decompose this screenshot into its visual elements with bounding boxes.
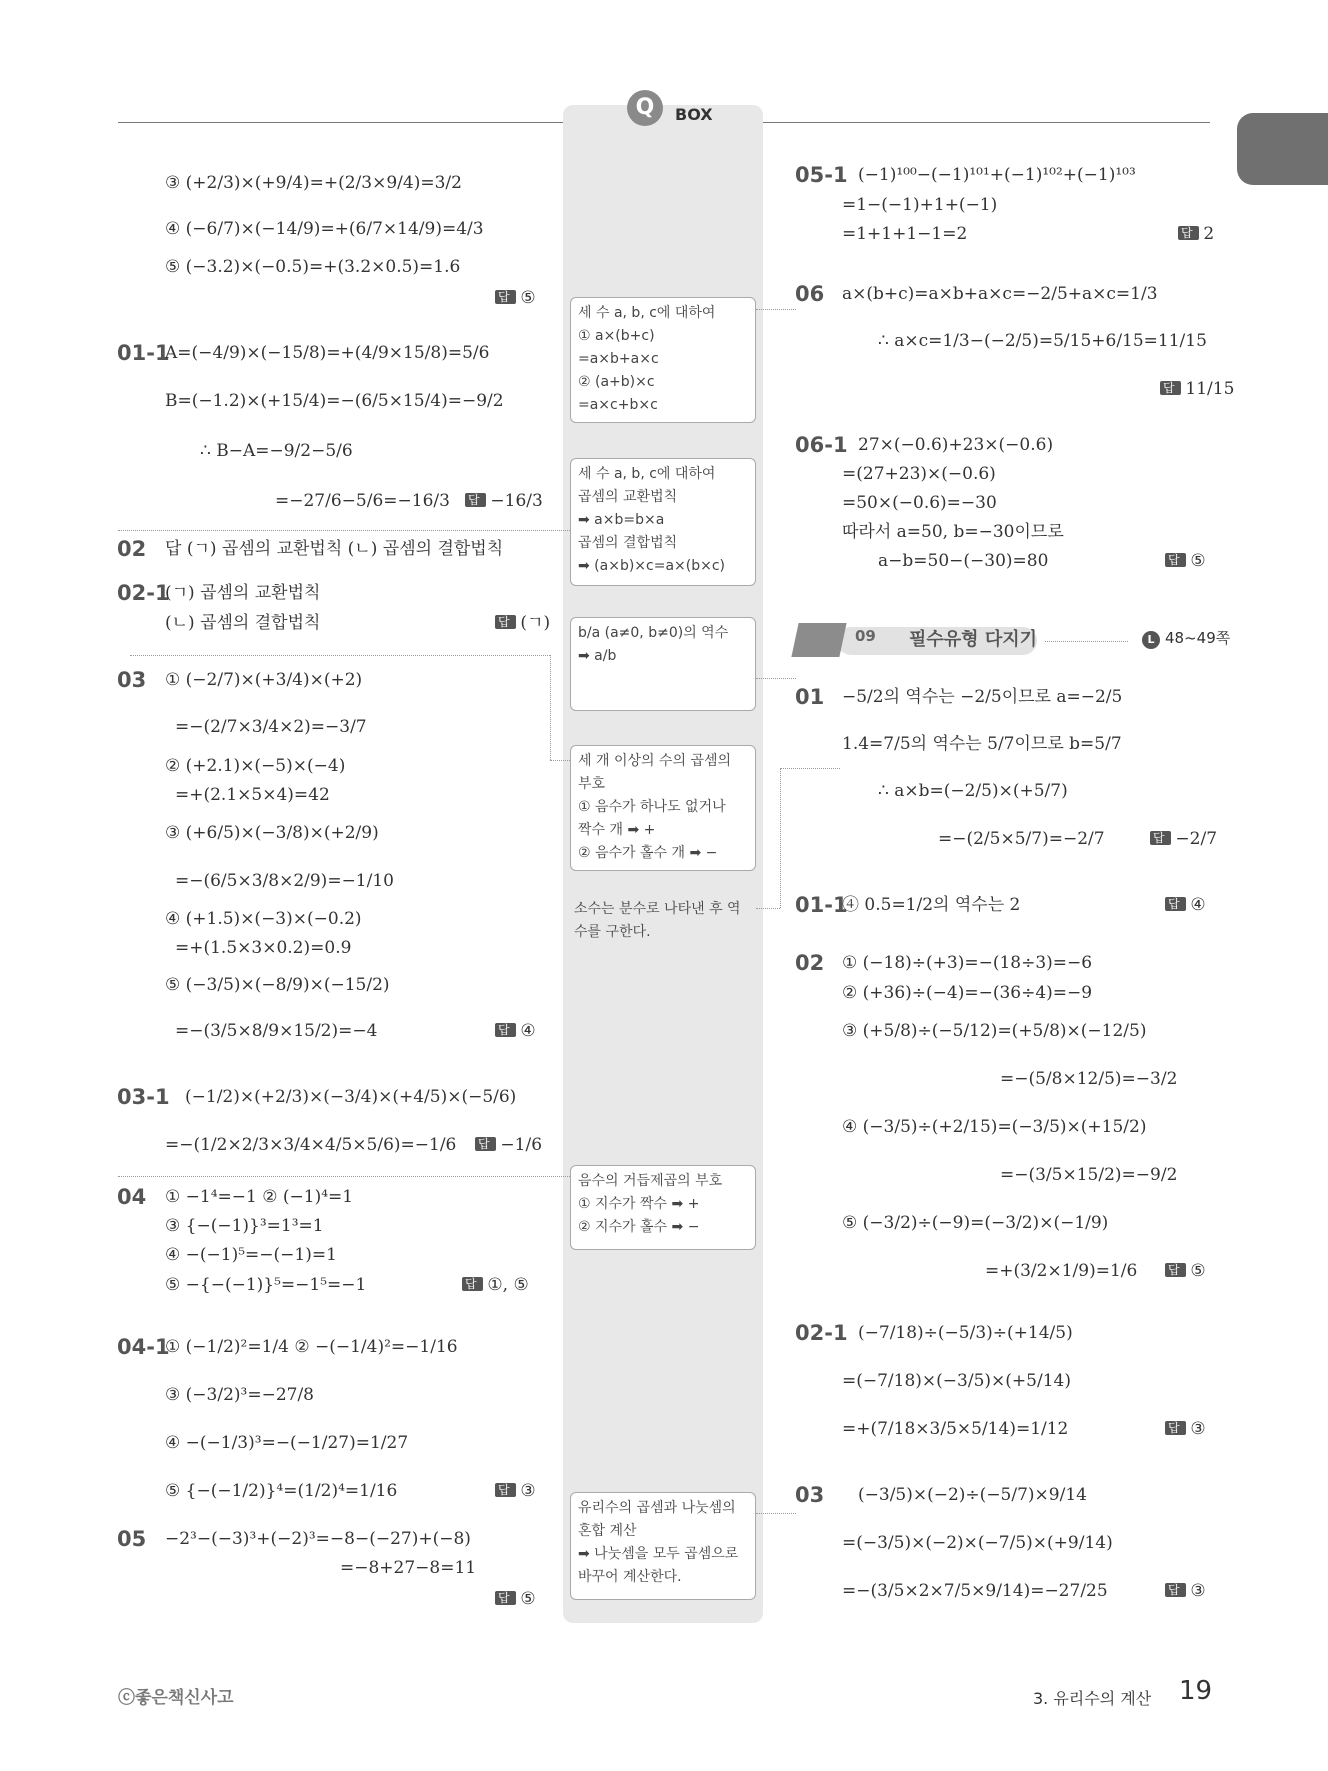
connector (118, 530, 570, 531)
problem-number: 05-1 (795, 163, 848, 187)
connector (1045, 641, 1128, 642)
solution-line: ⑤ (−3/2)÷(−9)=(−3/2)×(−1/9) (842, 1213, 1109, 1233)
solution-line: −5/2의 역수는 −2/5이므로 a=−2/5 (842, 687, 1123, 707)
solution-line: ④ −(−1)⁵=−(−1)=1 (165, 1245, 337, 1265)
problem-number: 01 (795, 685, 825, 709)
solution-line: ③ (−3/2)³=−27/8 (165, 1385, 314, 1405)
connector (118, 1176, 570, 1177)
solution-line: ① (−18)÷(+3)=−(18÷3)=−6 (842, 953, 1093, 973)
solution-line: =−27/6−5/6=−16/3 (275, 491, 450, 511)
tip-decimal-reciprocal: 소수는 분수로 나타낸 후 역 수를 구한다. (574, 901, 741, 940)
solution-line: =−(3/5×15/2)=−9/2 (1000, 1165, 1178, 1185)
tip-power-sign: 음수의 거듭제곱의 부호 ① 지수가 짝수 ➡ + ② 지수가 홀수 ➡ − (570, 1165, 756, 1250)
answer: 답 ③ (495, 1476, 536, 1507)
problem-number: 02-1 (795, 1321, 848, 1345)
connector (550, 655, 551, 760)
cube-icon (791, 623, 846, 657)
solution-line: =−(3/5×2×7/5×9/14)=−27/25 (842, 1581, 1108, 1601)
solution-line: ③ (+5/8)÷(−5/12)=(+5/8)×(−12/5) (842, 1021, 1147, 1041)
answer: 답 (ㄱ) (495, 608, 550, 639)
solution-line: ∴ a×b=(−2/5)×(+5/7) (878, 781, 1068, 801)
problem-number: 06-1 (795, 433, 848, 457)
tip-mixed-calculation: 유리수의 곱셈과 나눗셈의 혼합 계산 ➡ 나눗셈을 모두 곱셈으로 바꾸어 계산한다. (570, 1492, 756, 1600)
tip-distributive-law: 세 수 a, b, c에 대하여 ① a×(b+c) =a×b+a×c ② (a+b)×c =a×c+b×c (570, 297, 756, 423)
solution-line: =1+1+1−1=2 (842, 224, 968, 244)
solution-line: =+(3/2×1/9)=1/6 (985, 1261, 1138, 1281)
section-title: 필수유형 다지기 (909, 629, 1037, 650)
q-badge-icon: Q (627, 90, 663, 126)
solution-line: =−(2/7×3/4×2)=−3/7 (175, 717, 367, 737)
section-pages: L 48~49쪽 (1142, 627, 1230, 649)
solution-line: 답 (ㄱ) 곱셈의 교환법칙 (ㄴ) 곱셈의 결합법칙 (165, 539, 504, 559)
problem-number: 06 (795, 282, 825, 306)
solution-line: ③ {−(−1)}³=1³=1 (165, 1216, 324, 1236)
solution-line: B=(−1.2)×(+15/4)=−(6/5×15/4)=−9/2 (165, 391, 504, 411)
problem-number: 01-1 (117, 341, 170, 365)
publisher-logo: ⓒ좋은책신사고 (118, 1688, 234, 1708)
side-tab (1237, 113, 1328, 185)
solution-line: =1−(−1)+1+(−1) (842, 195, 998, 215)
problem-number: 02 (117, 537, 147, 561)
page-number: 19 (1179, 1676, 1213, 1706)
solution-line: ④ (+1.5)×(−3)×(−0.2) (165, 909, 362, 929)
connector (550, 760, 570, 761)
header-rule-right (763, 122, 1210, 123)
answer: 답 ⑤ (1165, 546, 1206, 577)
solution-line: =+(7/18×3/5×5/14)=1/12 (842, 1419, 1069, 1439)
solution-line: =−8+27−8=11 (340, 1558, 477, 1578)
problem-number: 04-1 (117, 1335, 170, 1359)
solution-line: a−b=50−(−30)=80 (878, 551, 1049, 571)
connector (780, 768, 840, 769)
problem-number: 03-1 (117, 1085, 170, 1109)
solution-line: (ㄴ) 곱셈의 결합법칙 (165, 613, 321, 633)
problem-number: 01-1 (795, 893, 848, 917)
solution-line: ∴ a×c=1/3−(−2/5)=5/15+6/15=11/15 (878, 331, 1207, 351)
solution-line: =50×(−0.6)=−30 (842, 493, 997, 513)
solution-line: (−1)¹⁰⁰−(−1)¹⁰¹+(−1)¹⁰²+(−1)¹⁰³ (858, 165, 1136, 185)
connector (756, 1513, 796, 1514)
solution-line: 27×(−0.6)+23×(−0.6) (858, 435, 1054, 455)
answer: 답 ⑤ (495, 283, 536, 314)
chapter-title: 3. 유리수의 계산 (1033, 1689, 1152, 1708)
solution-line: ① (−2/7)×(+3/4)×(+2) (165, 670, 363, 690)
tip-reciprocal: b/a (a≠0, b≠0)의 역수 ➡ a/b (570, 617, 756, 711)
solution-line: =−(3/5×8/9×15/2)=−4 (175, 1021, 378, 1041)
problem-number: 04 (117, 1185, 147, 1209)
qbox-label: BOX (675, 105, 713, 124)
answer: 답 −1/6 (475, 1130, 542, 1161)
tip-multiplication-sign: 세 개 이상의 수의 곱셈의 부호 ① 음수가 하나도 없거나 짝수 개 ➡ + ② 음수가 홀수 개 ➡ − (570, 745, 756, 871)
solution-line: ∴ B−A=−9/2−5/6 (200, 441, 353, 461)
answer: 답 2 (1178, 219, 1214, 250)
problem-number: 05 (117, 1527, 147, 1551)
solution-line: =+(2.1×5×4)=42 (175, 785, 330, 805)
solution-line: ④ (−6/7)×(−14/9)=+(6/7×14/9)=4/3 (165, 219, 484, 239)
solution-line: a×(b+c)=a×b+a×c=−2/5+a×c=1/3 (842, 284, 1158, 304)
solution-line: ④ 0.5=1/2의 역수는 2 (842, 895, 1021, 915)
solution-line: ⑤ (−3/5)×(−8/9)×(−15/2) (165, 975, 390, 995)
connector (756, 908, 780, 909)
problem-number: 02 (795, 951, 825, 975)
solution-line: ① −1⁴=−1 ② (−1)⁴=1 (165, 1187, 354, 1207)
solution-line: (−1/2)×(+2/3)×(−3/4)×(+4/5)×(−5/6) (185, 1087, 517, 1107)
solution-line: =(−3/5)×(−2)×(−7/5)×(+9/14) (842, 1533, 1113, 1553)
solution-line: ④ −(−1/3)³=−(−1/27)=1/27 (165, 1433, 409, 1453)
solution-line: =(−7/18)×(−3/5)×(+5/14) (842, 1371, 1071, 1391)
solution-line: ① (−1/2)²=1/4 ② −(−1/4)²=−1/16 (165, 1337, 458, 1357)
solution-line: ④ (−3/5)÷(+2/15)=(−3/5)×(+15/2) (842, 1117, 1147, 1137)
answer: 답 ④ (495, 1016, 536, 1047)
answer: 답 ⑤ (1165, 1256, 1206, 1287)
solution-line: ⑤ −{−(−1)}⁵=−1⁵=−1 (165, 1275, 367, 1295)
answer: 답 ③ (1165, 1576, 1206, 1607)
solution-line: ⑤ {−(−1/2)}⁴=(1/2)⁴=1/16 (165, 1481, 398, 1501)
solution-line: =+(1.5×3×0.2)=0.9 (175, 938, 352, 958)
tip-commutative-associative: 세 수 a, b, c에 대하여 곱셈의 교환법칙 ➡ a×b=b×a 곱셈의 결합법칙 ➡ (a×b)×c=a×(b×c) (570, 458, 756, 586)
problem-number: 03 (795, 1483, 825, 1507)
solution-line: −2³−(−3)³+(−2)³=−8−(−27)+(−8) (165, 1529, 471, 1549)
solution-line: (−7/18)÷(−5/3)÷(+14/5) (858, 1323, 1073, 1343)
answer: 답 ⑤ (495, 1584, 536, 1615)
solution-line: A=(−4/9)×(−15/8)=+(4/9×15/8)=5/6 (165, 343, 490, 363)
solution-line: 1.4=7/5의 역수는 5/7이므로 b=5/7 (842, 734, 1122, 754)
section-number: 09 (855, 627, 876, 645)
header-rule-left (118, 122, 563, 123)
solution-line: ⑤ (−3.2)×(−0.5)=+(3.2×0.5)=1.6 (165, 257, 461, 277)
answer: 답 11/15 (1160, 374, 1234, 405)
solution-line: ② (+2.1)×(−5)×(−4) (165, 756, 346, 776)
answer: 답 ③ (1165, 1414, 1206, 1445)
connector (756, 309, 796, 310)
solution-line: ③ (+2/3)×(+9/4)=+(2/3×9/4)=3/2 (165, 173, 462, 193)
connector (780, 768, 781, 908)
problem-number: 02-1 (117, 581, 170, 605)
solution-line: (−3/5)×(−2)÷(−5/7)×9/14 (858, 1485, 1087, 1505)
answer: 답 −2/7 (1150, 824, 1217, 855)
solution-line: (ㄱ) 곱셈의 교환법칙 (165, 583, 321, 603)
answer: 답 ④ (1165, 890, 1206, 921)
solution-line: =−(2/5×5/7)=−2/7 (938, 829, 1105, 849)
solution-line: =−(6/5×3/8×2/9)=−1/10 (175, 871, 394, 891)
solution-line: =−(1/2×2/3×3/4×4/5×5/6)=−1/6 (165, 1135, 457, 1155)
answer: 답 −16/3 (465, 486, 543, 517)
solution-line: 따라서 a=50, b=−30이므로 (842, 522, 1064, 542)
solution-line: ② (+36)÷(−4)=−(36÷4)=−9 (842, 983, 1093, 1003)
answer: 답 ①, ⑤ (462, 1270, 529, 1301)
solution-line: =−(5/8×12/5)=−3/2 (1000, 1069, 1178, 1089)
connector (756, 678, 796, 679)
connector (130, 655, 550, 656)
problem-number: 03 (117, 668, 147, 692)
solution-line: ③ (+6/5)×(−3/8)×(+2/9) (165, 823, 379, 843)
solution-line: =(27+23)×(−0.6) (842, 464, 996, 484)
